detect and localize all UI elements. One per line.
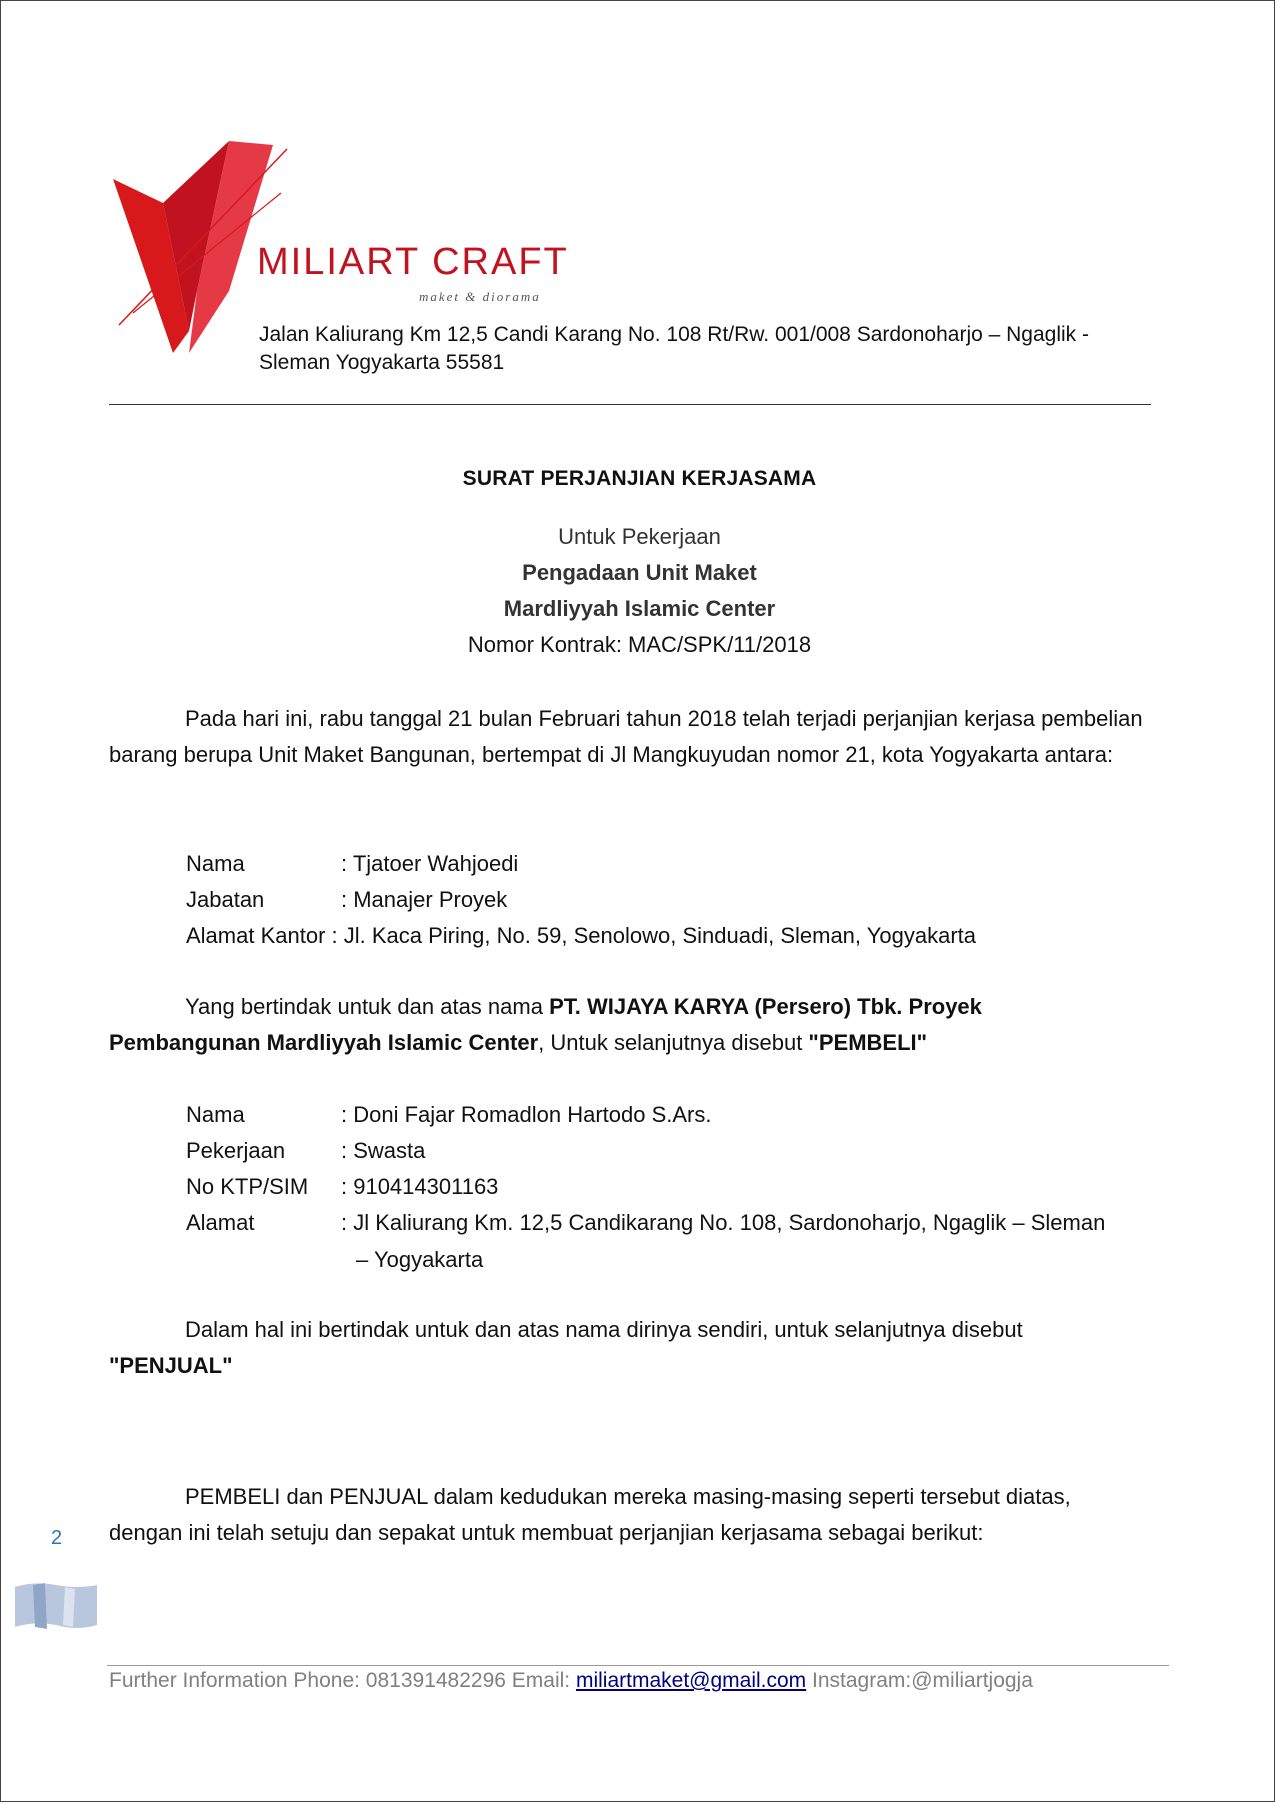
- buyer-acting-middle: , Untuk selanjutnya disebut: [538, 1030, 809, 1055]
- logo-wordmark: MILIART CRAFT: [257, 241, 569, 283]
- buyer-acting-paragraph: [109, 989, 1151, 1061]
- closing-line-2: dengan ini telah setuju dan sepakat untuk membuat perjanjian kerjasama sebagai berikut:: [109, 1520, 984, 1545]
- buyer-acting-prefix: Yang bertindak untuk dan atas nama: [185, 994, 550, 1019]
- footer-instagram: Instagram:@miliartjogja: [806, 1669, 1033, 1692]
- opening-paragraph-text: Pada hari ini, rabu tanggal 21 bulan Februari tahun 2018 telah terjadi perjanjian kerjasa pembelian barang berupa Unit Maket Bangunan, bertempat di Jl Mangkuyudan nomor 21, kota Yogyakarta antara:: [109, 706, 1143, 767]
- closing-paragraph: [109, 1479, 1151, 1551]
- company-address: [259, 321, 1139, 377]
- buyer-company-part2: Pembangunan Mardliyyah Islamic Center: [109, 1030, 539, 1055]
- seller-name-value: : Doni Fajar Romadlon Hartodo S.Ars.: [341, 1102, 712, 1127]
- seller-job-value: : Swasta: [341, 1138, 426, 1163]
- seller-acting-paragraph: [109, 1312, 1151, 1384]
- buyer-office-address: Alamat Kantor : Jl. Kaca Piring, No. 59, Senolowo, Sinduadi, Sleman, Yogyakarta: [186, 923, 977, 948]
- header-divider: [109, 404, 1151, 405]
- seller-id-label: No KTP/SIM: [186, 1174, 309, 1199]
- buyer-position-row: [186, 882, 507, 918]
- footer-divider: [107, 1665, 1169, 1666]
- seller-name-label: Nama: [186, 1102, 245, 1127]
- seller-address-continuation: – Yogyakarta: [356, 1247, 484, 1272]
- buyer-designation: "PEMBELI": [808, 1030, 928, 1055]
- seller-address-label: Alamat: [186, 1210, 255, 1235]
- footer-contact: [109, 1669, 1259, 1693]
- contract-number: Nomor Kontrak: MAC/SPK/11/2018: [467, 632, 812, 657]
- buyer-company-part1: PT. WIJAYA KARYA (Persero) Tbk. Proyek: [549, 994, 982, 1019]
- document-title: SURAT PERJANJIAN KERJASAMA: [462, 467, 817, 490]
- buyer-name-label: Nama: [186, 851, 245, 876]
- footer-phone-text: Further Information Phone: 081391482296 Email:: [109, 1669, 576, 1692]
- seller-name-row: [186, 1097, 712, 1133]
- opening-paragraph: [109, 701, 1151, 773]
- subtitle-intro: Untuk Pekerjaan: [558, 524, 721, 549]
- seller-job-label: Pekerjaan: [186, 1138, 286, 1163]
- seller-acting-text: Dalam hal ini bertindak untuk dan atas nama dirinya sendiri, untuk selanjutnya disebut: [185, 1317, 1023, 1342]
- closing-line-1: PEMBELI dan PENJUAL dalam kedudukan mereka masing-masing seperti tersebut diatas,: [185, 1484, 1071, 1509]
- seller-address-row: [186, 1205, 1105, 1241]
- address-line-2: Sleman Yogyakarta 55581: [259, 351, 505, 374]
- seller-job-row: [186, 1133, 425, 1169]
- page-number: 2: [51, 1527, 63, 1549]
- logo-tagline: maket & diorama: [419, 289, 541, 304]
- seller-id-value: : 910414301163: [341, 1174, 499, 1199]
- buyer-office-row: [186, 918, 976, 954]
- subtitle-project: Pengadaan Unit Maket: [522, 560, 757, 585]
- buyer-position-value: : Manajer Proyek: [341, 887, 508, 912]
- footer-email-link[interactable]: miliartmaket@gmail.com: [575, 1669, 807, 1692]
- seller-address-value: : Jl Kaliurang Km. 12,5 Candikarang No. 108, Sardonoharjo, Ngaglik – Sleman: [341, 1210, 1106, 1235]
- buyer-position-label: Jabatan: [186, 887, 265, 912]
- buyer-name-value: : Tjatoer Wahjoedi: [341, 851, 519, 876]
- address-line-1: Jalan Kaliurang Km 12,5 Candi Karang No. 108 Rt/Rw. 001/008 Sardonoharjo – Ngaglik -: [259, 323, 1090, 346]
- seller-designation: "PENJUAL": [109, 1353, 233, 1378]
- page-number-ribbon-icon: [13, 1581, 99, 1631]
- seller-id-row: [186, 1169, 498, 1205]
- buyer-name-row: [186, 846, 518, 882]
- subtitle-client: Mardliyyah Islamic Center: [503, 596, 776, 621]
